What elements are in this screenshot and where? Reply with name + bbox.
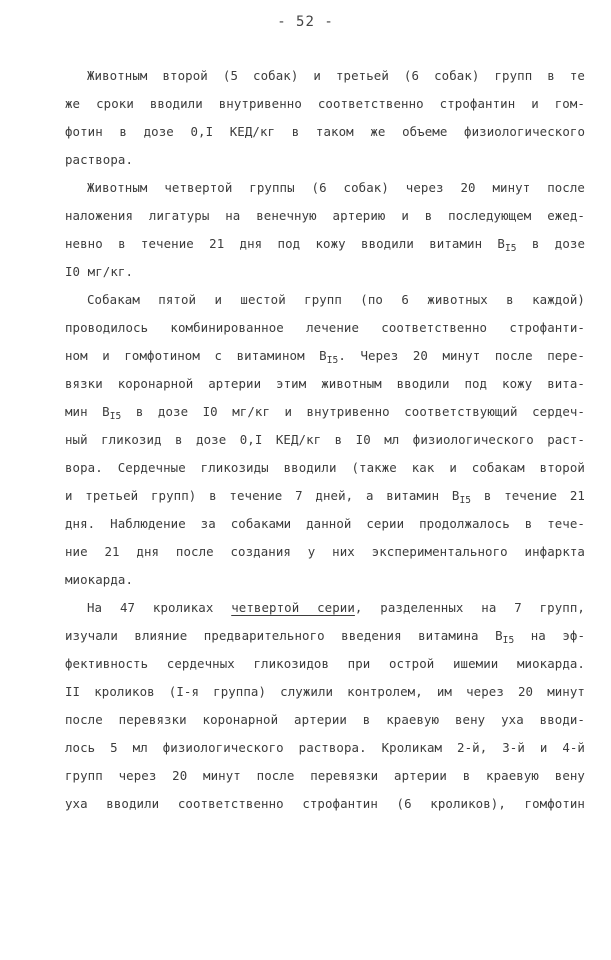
text-line-content: ном и гомфотином с витамином В [65,348,327,363]
subscript: I5 [109,411,122,422]
text-line [65,230,585,258]
text-line [65,622,585,650]
subscript: I5 [459,495,472,506]
text-line-continuation: в течение 21 [471,488,585,503]
text-line-continuation: в дозе [516,236,585,251]
text-line [65,510,585,538]
text-line-content: I0 мг/кг. [65,264,134,279]
text-line [65,790,585,818]
text-line [65,538,585,566]
text-line-content: же сроки вводили внутривенно соответственно строфантин и гом- [65,96,585,111]
text-line-content: фотин в дозе 0,I КЕД/кг в таком же объеме физиологического [65,124,585,139]
text-line-content: вязки коронарной артерии этим животным вводили под кожу вита- [65,376,585,391]
text-line [65,678,585,706]
text-line-continuation: в дозе I0 мг/кг и внутривенно соответствующий сердеч- [121,404,585,419]
text-line-continuation: на эф- [514,628,586,643]
text-line [65,398,585,426]
text-line-content: и третьей групп) в течение 7 дней, а витамин В [65,488,460,503]
text-line-content: ние 21 дня после создания у них экспериментального инфаркта [65,544,585,559]
text-line [65,174,585,202]
text-line [65,202,585,230]
text-line-content: вора. Сердечные гликозиды вводили (также как и собакам второй [65,460,585,475]
text-line-content: Животным четвертой группы (6 собак) через 20 минут после [87,180,585,195]
text-line-content: изучали влияние предварительного введения витамина В [65,628,503,643]
text-line-content: фективность сердечных гликозидов при острой ишемии миокарда. [65,656,585,671]
body-text [65,62,585,818]
text-line [65,370,585,398]
text-line [65,426,585,454]
text-line [65,286,585,314]
text-line-content: миокарда. [65,572,134,587]
text-line [65,762,585,790]
text-line-content: На 47 кроликах [87,600,232,615]
text-line [65,146,585,174]
text-line [65,90,585,118]
text-line [65,342,585,370]
text-line-continuation: . Через 20 минут после пере- [338,348,585,363]
text-line [65,258,585,286]
text-line [65,62,585,90]
text-line-content: лось 5 мл физиологического раствора. Кроликам 2-й, 3-й и 4-й [65,740,585,755]
text-line-content: ный гликозид в дозе 0,I КЕД/кг в I0 мл физиологического раст- [65,432,585,447]
text-line [65,314,585,342]
underlined-text: четвертой серии [231,600,355,615]
text-line [65,566,585,594]
text-line [65,706,585,734]
text-line [65,650,585,678]
text-line-content: уха вводили соответственно строфантин (6 кроликов), гомфотин [65,796,585,811]
subscript: I5 [326,355,339,366]
text-line-content: мин В [65,404,110,419]
text-line-content: Животным второй (5 собак) и третьей (6 собак) групп в те [87,68,585,83]
text-line-content: раствора. [65,152,134,167]
text-line-content: дня. Наблюдение за собаками данной серии продолжалось в тече- [65,516,585,531]
page-number: - 52 - [277,14,334,30]
text-line-continuation: , разделенных на 7 групп, [354,600,585,615]
text-line [65,594,585,622]
text-line-content: проводилось комбинированное лечение соответственно строфанти- [65,320,585,335]
text-line [65,454,585,482]
text-line [65,482,585,510]
text-line-content: групп через 20 минут после перевязки артерии в краевую вену [65,768,585,783]
text-line-content: Собакам пятой и шестой групп (по 6 животных в каждой) [87,292,585,307]
subscript: I5 [504,243,517,254]
text-line-content: наложения лигатуры на венечную артерию и в последующем ежед- [65,208,585,223]
subscript: I5 [502,635,515,646]
text-line [65,118,585,146]
text-line-content: невно в течение 21 дня под кожу вводили витамин В [65,236,505,251]
text-line [65,734,585,762]
text-line-content: II кроликов (I-я группа) служили контролем, им через 20 минут [65,684,585,699]
text-line-content: после перевязки коронарной артерии в краевую вену уха вводи- [65,712,585,727]
